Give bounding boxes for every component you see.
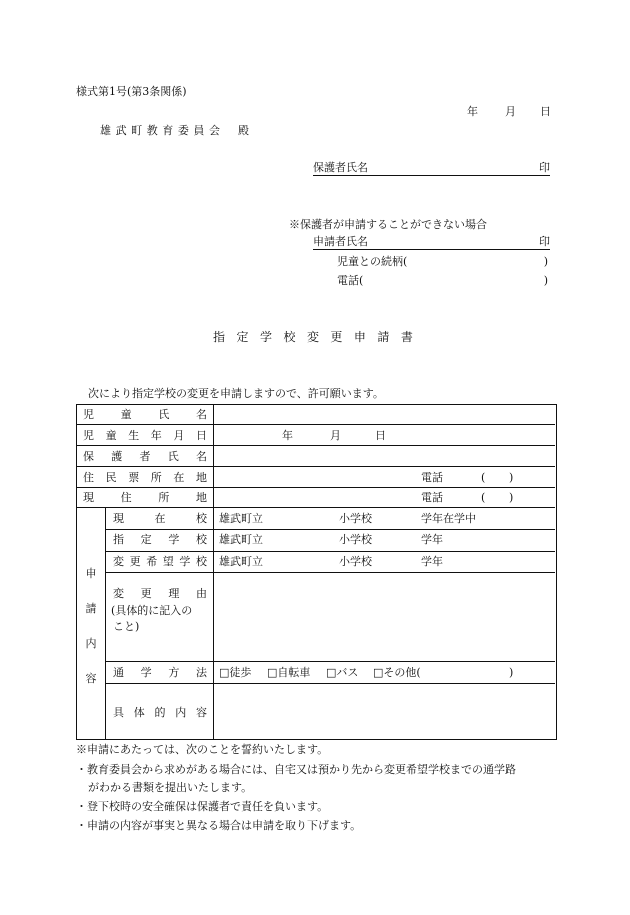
commute-bus-checkbox[interactable]: □バス — [326, 666, 359, 679]
intro-text: 次により指定学校の変更を申請しますので、許可願います。 — [88, 387, 384, 400]
proxy-phone-label: 電話( — [337, 274, 364, 287]
current-phone-label: 電話 — [421, 491, 443, 504]
form-number: 様式第1号(第3条関係) — [76, 85, 187, 98]
desired-school-grade: 学年 — [421, 555, 443, 568]
dob-day: 日 — [375, 429, 386, 442]
date-day: 日 — [540, 105, 551, 118]
relation-label: 児童との続柄( — [337, 255, 408, 268]
proxy-applicant-label: 申請者氏名 — [313, 235, 368, 248]
date-year: 年 — [467, 105, 478, 118]
designated-school-grade: 学年 — [421, 533, 443, 546]
proxy-applicant-line[interactable] — [313, 236, 550, 250]
registered-address-field[interactable] — [214, 467, 414, 487]
reason-sub-line-2: こと) — [113, 620, 140, 633]
pledge-item-2: ・登下校時の安全確保は保護者で責任を負います。 — [76, 800, 329, 813]
guardian-seal: 印 — [539, 161, 550, 174]
commute-label: 通 学 方 法 — [113, 666, 207, 679]
registered-address-label: 住 民 票 所 在 地 — [83, 471, 207, 484]
addressee-honorific: 殿 — [238, 124, 249, 137]
designated-school-town: 雄武町立 — [219, 533, 263, 546]
current-address-label: 現 住 所 地 — [83, 491, 207, 504]
registered-phone-label: 電話 — [421, 471, 443, 484]
pledge-heading: ※申請にあたっては、次のことを誓約いたします。 — [76, 743, 329, 756]
current-school-label: 現 在 校 — [113, 512, 207, 525]
application-form-table: 児 童 氏 名 児 童 生 年 月 日 年 月 日 保 護 者 氏 名 住 民 票 所 在 地 電話 ( ) 現 住 所 地 電話 ( ) 申 請 内 容 現 在 校 雄武町立 小学校 学年在学中 指 定 学 校 雄武町立 小学校 学年 変 更 希 望 学 校 雄武町立 小学校 学年 変 更 理 由 (具体的に記入の こと) 通 学 方 法 □徒歩 □自転車 □バス □その他( ) 具 体 的 内 容 — [76, 404, 557, 740]
current-school-type: 小学校 — [339, 512, 372, 525]
desired-school-label: 変 更 希 望 学 校 — [113, 555, 207, 568]
pledge-item-1: ・教育委員会から求めがある場合には、自宅又は預かり先から変更希望学校までの通学路 — [76, 763, 516, 776]
guardian-name-line[interactable] — [313, 162, 550, 176]
guardian-name-field[interactable] — [214, 446, 554, 466]
details-label: 具 体 的 内 容 — [113, 706, 207, 719]
commute-walk-checkbox[interactable]: □徒歩 — [219, 666, 252, 679]
guardian-name-label: 保護者氏名 — [313, 161, 368, 174]
designated-school-label: 指 定 学 校 — [113, 533, 207, 546]
proxy-condition: ※保護者が申請することができない場合 — [289, 218, 487, 231]
application-side-label: 申 請 内 容 — [85, 567, 97, 685]
dob-month: 月 — [330, 429, 341, 442]
reason-sub-line-1: (具体的に記入の — [111, 604, 193, 617]
reason-label: 変 更 理 由 — [113, 587, 207, 600]
reason-field[interactable] — [214, 573, 554, 661]
pledge-item-3: ・申請の内容が事実と異なる場合は申請を取り下げます。 — [76, 819, 362, 832]
details-field[interactable] — [214, 684, 554, 738]
addressee: 雄 武 町 教 育 委 員 会 — [100, 124, 220, 137]
proxy-phone-line[interactable]: 電話( ) — [337, 274, 548, 287]
child-name-label: 児 童 氏 名 — [83, 408, 207, 421]
commute-bike-checkbox[interactable]: □自転車 — [267, 666, 311, 679]
child-name-field[interactable] — [214, 405, 554, 424]
page-title: 指 定 学 校 変 更 申 請 書 — [213, 330, 413, 344]
designated-school-type: 小学校 — [339, 533, 372, 546]
dob-year: 年 — [282, 429, 293, 442]
current-address-field[interactable] — [214, 488, 414, 507]
date-month: 月 — [505, 105, 516, 118]
desired-school-type: 小学校 — [339, 555, 372, 568]
pledge-item-1-cont: がわかる書類を提出いたします。 — [88, 781, 253, 794]
current-school-grade: 学年在学中 — [421, 512, 476, 525]
proxy-seal: 印 — [539, 235, 550, 248]
child-dob-label: 児 童 生 年 月 日 — [83, 429, 207, 442]
guardian-name-row-label: 保 護 者 氏 名 — [83, 450, 207, 463]
commute-other-checkbox[interactable]: □その他( — [373, 666, 421, 679]
desired-school-town: 雄武町立 — [219, 555, 263, 568]
current-school-town: 雄武町立 — [219, 512, 263, 525]
relation-line[interactable]: 児童との続柄( ) — [337, 255, 548, 268]
